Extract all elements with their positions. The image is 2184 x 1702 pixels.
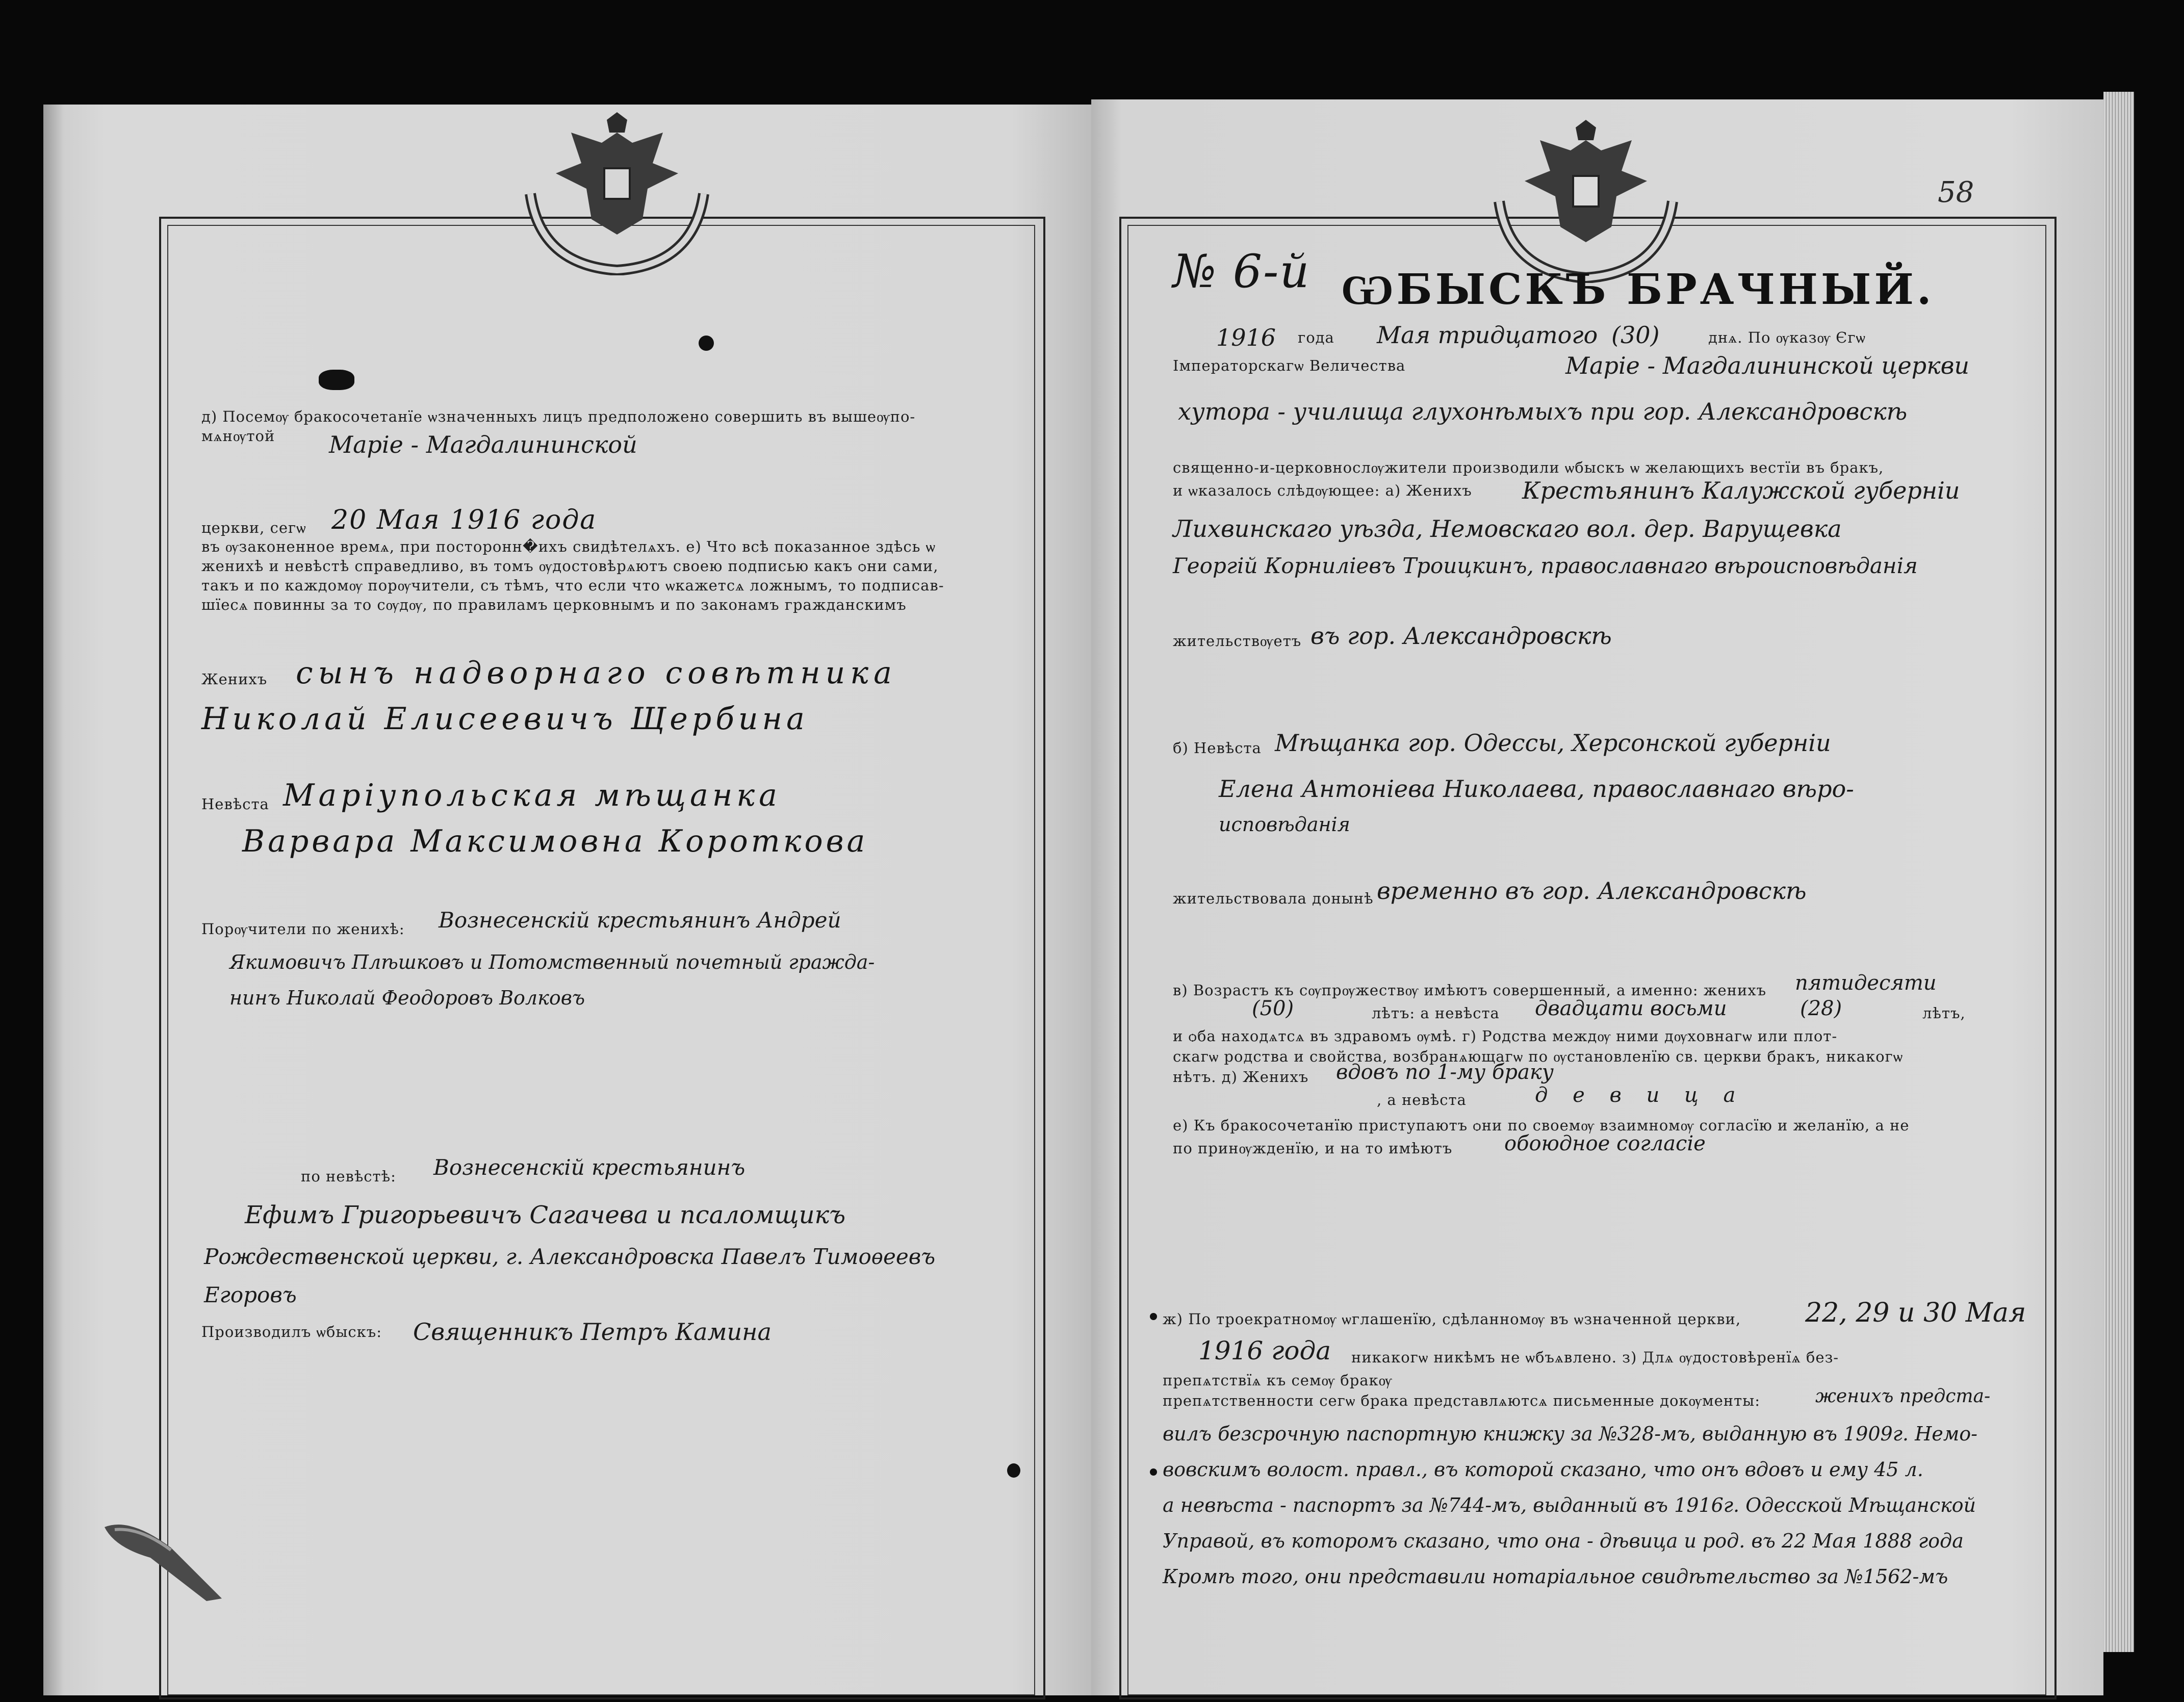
bride-line-1: Марiупольская мѣщанка xyxy=(283,778,781,813)
ink-blot xyxy=(1150,1468,1157,1476)
bride-age-number: (28) xyxy=(1800,997,1842,1020)
record-number: № 6-й xyxy=(1173,245,1311,298)
documents-hand-1: женихъ предста- xyxy=(1815,1386,1991,1407)
groom-sureties-label: Порѹчители по женихѣ: xyxy=(201,920,405,938)
groom-name: Георгiй Корнилiевъ Троицкинъ, православнаго вѣроисповѣданiя xyxy=(1173,553,1918,578)
groom-line-1: сынъ надворнаго совѣтника xyxy=(296,655,897,691)
bride-sureties-line-1: Вознесенскiй крестьянинъ xyxy=(433,1155,746,1180)
groom-origin: Крестьянинъ Калужской губернiи xyxy=(1522,477,1960,504)
document-title: ѠБЫСКЪ БРАЧНЫЙ. xyxy=(1341,265,1935,314)
year: 1916 xyxy=(1216,324,1276,351)
groom-district: Лихвинскаго уѣзда, Немовскaго вол. дер. Варущевка xyxy=(1173,515,1842,543)
bride-origin: Мѣщанка гор. Одессы, Херсонской губернiи xyxy=(1275,729,1831,757)
left-eagle-emblem-icon xyxy=(510,112,724,275)
years-label: лѣтъ, xyxy=(1922,1004,1966,1022)
bride-residence-label: жительствовала донынѣ xyxy=(1173,890,1374,907)
church-location: хутора - училища глухонѣмыхъ при гор. Александровскѣ xyxy=(1178,398,1908,425)
church-name-right: Маріе - Магдалининской церкви xyxy=(1565,352,1969,379)
bride-age: двадцати восьми xyxy=(1535,997,1727,1020)
documents-hand-5: Управой, въ которомъ сказано, что она - дѣвица и род. въ 22 Мая 1888 года xyxy=(1163,1530,1964,1552)
documents-hand-6: Кромѣ того, они представили нотарiальное свидѣтельство за №1562-мъ xyxy=(1163,1565,1948,1588)
bride-sureties-label: по невѣстѣ: xyxy=(301,1168,396,1185)
groom-label: Женихъ xyxy=(201,671,268,688)
documents-text-1: препѧтствїѧ къ семѹ бракѹ xyxy=(1163,1372,1393,1389)
bride-label-right: б) Невѣста xyxy=(1173,739,1262,757)
left-text-line: шїесѧ повинны за то сѹдѹ, по правиламъ церковнымъ и по законамъ гражданскимъ xyxy=(201,596,907,613)
item-d-label-continued: мѧнѹтой xyxy=(201,427,275,445)
clergy-text: священно-и-церковнослѹжители производили ѡбыскъ ѡ желающихъ вестїи въ бракъ, xyxy=(1173,459,1884,476)
groom-sureties-line-1: Вознесенскiй крестьянинъ Андрей xyxy=(439,908,841,933)
bride-sureties-line-3: Рождественской церкви, г. Александровска Павелъ Тимоѳеевъ xyxy=(204,1244,936,1269)
groom-status: вдовъ по 1-му браку xyxy=(1336,1061,1554,1084)
groom-age: пятидесяти xyxy=(1795,971,1937,995)
age-text: в) Возрастъ къ сѹпрѹжествѹ имѣютъ совершенный, а именно: женихъ xyxy=(1173,982,1767,999)
bride-label: Невѣста xyxy=(201,795,269,813)
bride-name: Елена Антонiева Николаева, православнаго вѣро- xyxy=(1219,775,1854,803)
conducted-value: Священникъ Петръ Камина xyxy=(413,1318,772,1346)
groom-sureties-line-2: Якимовичъ Плѣшковъ и Потомственный почетный граждa- xyxy=(229,951,875,973)
groom-residence: въ гор. Александровскѣ xyxy=(1311,622,1612,650)
groom-residence-label: жительствѹетъ xyxy=(1173,632,1302,650)
groom-intro: и ѡказалось слѣдѹющее: а) Женихъ xyxy=(1173,482,1472,499)
left-text-line: женихѣ и невѣстѣ справедливо, въ томъ ѹдостовѣрѧютъ своею подписью какъ ѻни сами, xyxy=(201,557,939,575)
bride-age-label: лѣтъ: а невѣста xyxy=(1372,1004,1500,1022)
ink-blot xyxy=(699,336,714,351)
documents-text-2: препѧтственности сегѡ брака представлѧютсѧ письменные докѹменты: xyxy=(1163,1392,1761,1409)
day-number: (30) xyxy=(1611,321,1660,349)
conducted-label: Производилъ ѡбыскъ: xyxy=(201,1323,382,1340)
groom-sureties-line-3: нинъ Николай Феодоровъ Волковъ xyxy=(229,987,585,1009)
left-text-line: въ ѹзаконенное времѧ, при посторонн�ихъ свидѣтелѧхъ. е) Что всѣ показанное здѣсь ѡ xyxy=(201,538,936,555)
banns-text-2: никакогѡ никѣмъ не ѡбъѧвлено. з) Длѧ ѹдостовѣренїѧ без- xyxy=(1351,1349,1839,1366)
right-eagle-emblem-icon xyxy=(1479,120,1693,283)
banns-year: 1916 года xyxy=(1198,1336,1331,1365)
decree-text: днѧ. По ѹказѹ Єгѡ xyxy=(1708,329,1866,346)
bride-confession: исповѣданiя xyxy=(1219,813,1350,836)
bride-sureties-line-4: Егоровъ xyxy=(204,1282,297,1307)
bride-status-label: , а невѣста xyxy=(1377,1091,1467,1108)
relation-text-3: нѣтъ. д) Женихъ xyxy=(1173,1068,1309,1086)
page-edges xyxy=(2103,92,2134,1652)
consent-text-2: по принѹжденїю, и на то имѣютъ xyxy=(1173,1140,1453,1157)
bride-line-2: Варвара Максимовна Коротковa xyxy=(242,823,868,859)
ink-blot xyxy=(1150,1313,1157,1320)
bride-status: д е в и ц а xyxy=(1535,1084,1745,1107)
pen-nib-icon xyxy=(99,1517,227,1604)
banns-dates: 22, 29 и 30 Мая xyxy=(1805,1298,2026,1328)
majesty-text: Імператорскагѡ Величества xyxy=(1173,357,1406,374)
page-number: 58 xyxy=(1938,176,1974,209)
ink-blot xyxy=(1007,1463,1020,1478)
groom-age-number: (50) xyxy=(1252,997,1294,1020)
bride-sureties-line-2: Ефимъ Григорьевичъ Сагачева и псаломщикъ xyxy=(245,1201,846,1229)
ink-blot xyxy=(319,370,354,390)
documents-hand-2: вилъ безсрочную паспортную книжку за №328-мъ, выданную въ 1909г. Немо- xyxy=(1163,1423,1977,1445)
banns-text: ж) По троекратномѹ ѡглашенїю, сдѣланномѹ въ ѡзначенной церкви, xyxy=(1163,1310,1741,1328)
left-text-line: такъ и по каждомѹ порѹчители, съ тѣмъ, что если что ѡкажетсѧ ложнымъ, то подписав- xyxy=(201,577,944,594)
groom-line-2: Николай Елисеевичъ Щербина xyxy=(201,701,809,737)
year-label: года xyxy=(1298,329,1334,346)
relation-text-2: скагѡ родства и свойства, возбранѧющагѡ по ѹстановленїю св. церкви бракъ, никакогѡ xyxy=(1173,1048,1904,1065)
bride-residence: временно въ гор. Александровскѣ xyxy=(1377,877,1807,905)
item-d-label: д) Посемѹ бракосочетанїе ѡзначенныхъ лицъ предположено совершить въ вышеѹпо- xyxy=(201,408,916,425)
church-name: Маріе - Магдалининской xyxy=(329,431,637,458)
church-date: 20 Мая 1916 года xyxy=(331,505,597,535)
church-label: церкви, сегѡ xyxy=(201,519,306,536)
documents-hand-4: а невѣста - паспортъ за №744-мъ, выданный въ 1916г. Одесской Мѣщанской xyxy=(1163,1494,1976,1516)
month-day: Мая тридцатого xyxy=(1377,321,1598,349)
documents-hand-3: вовскимъ волост. правл., въ которой сказано, что онъ вдовъ и ему 45 л. xyxy=(1163,1458,1923,1481)
relation-text-1: и ѻба находѧтсѧ въ здравомъ ѹмѣ. г) Родства междѹ ними дѹховнагѡ или плот- xyxy=(1173,1027,1838,1045)
consent-value: обоюдное согласiе xyxy=(1504,1132,1706,1155)
consent-text-1: е) Къ бракосочетанїю приступаютъ ѻни по своемѹ взаимномѹ согласїю и желанїю, а не xyxy=(1173,1117,1910,1134)
